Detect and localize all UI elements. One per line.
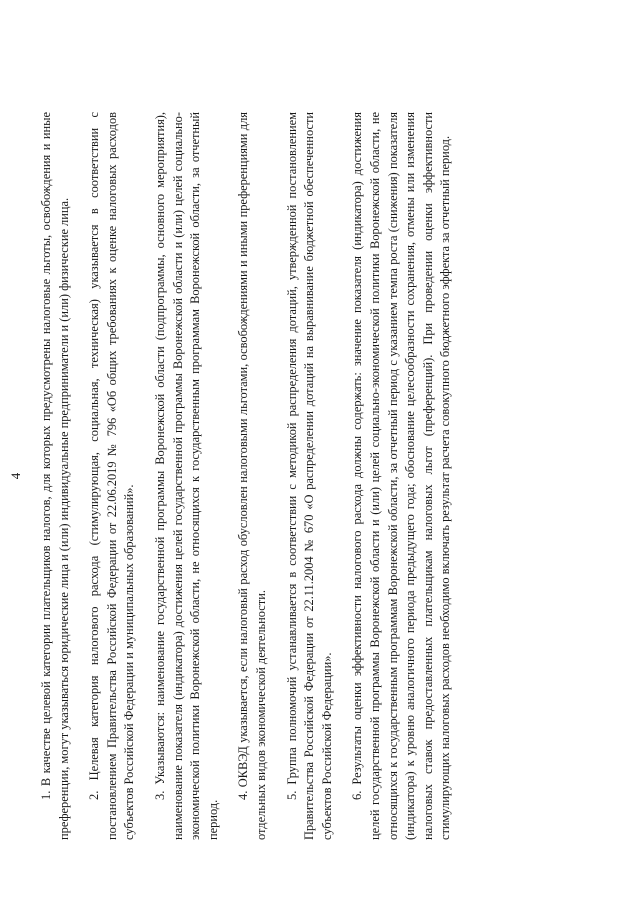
footnote-1: 1. В качестве целевой категории плательщиков налогов, для которых предусмотрены налоговые льготы, освобождения и иные преференции, могут указываться юридические лица и (или) индивидуальные предприниматели и (или) физические лица.: [39, 112, 71, 840]
footnote-4: 4. ОКВЭД указывается, если налоговый расход обусловлен налоговыми льготами, освобождениями и иными преференциями для отдельных видов экономической деятельности.: [236, 112, 268, 840]
footnote-2: 2. Целевая категория налогового расхода (стимулирующая, социальная, техническая) указывается в соответствии с постановлением Правительства Российской Федерации от 22.06.2019 № 796 «Об общих требованиях к оценке налоговых расходов субъектов Российской Федерации и муниципальных образований».: [87, 112, 137, 840]
footnotes-list: [38, 112, 455, 840]
page-number: 4: [8, 472, 23, 480]
footnote-5: 5. Группа полномочий устанавливается в соответствии с методикой распределения дотаций, утвержденной постановлением Правительства Российской Федерации от 22.11.2004 № 670 «О распределении дотаций на выравнивание бюджетной обеспеченности субъектов Российской Федерации».: [284, 112, 334, 840]
footnote-3: 3. Указываются: наименование государственной программы Воронежской области (подпрограммы, основного мероприятия), наименование показателя (индикатора) достижения целей государственной программы Воронежской области и (или) целей социально-экономической политики Воронежской области, не относящихся к государственным программам Воронежской области, за отчетный период.: [152, 112, 220, 840]
footnote-6: 6. Результаты оценки эффективности налогового расхода должны содержать: значение показателя (индикатора) достижения целей государственной программы Воронежской области и (или) целей социально-экономической политики Воронежской области, не относящихся к государственным программам Воронежской области, за отчетный период с указанием темпа роста (снижения) показателя (индикатора) к уровню аналогичного периода предыдущего года; обоснование целесообразности сохранения, отмены или изменения налоговых ставок предоставленных плательщикам налоговых льгот (преференций). При проведении оценки эффективности стимулирующих налоговых расходов необходимо включать результат расчета совокупного бюджетного эффекта за отчетный период.: [350, 112, 453, 840]
